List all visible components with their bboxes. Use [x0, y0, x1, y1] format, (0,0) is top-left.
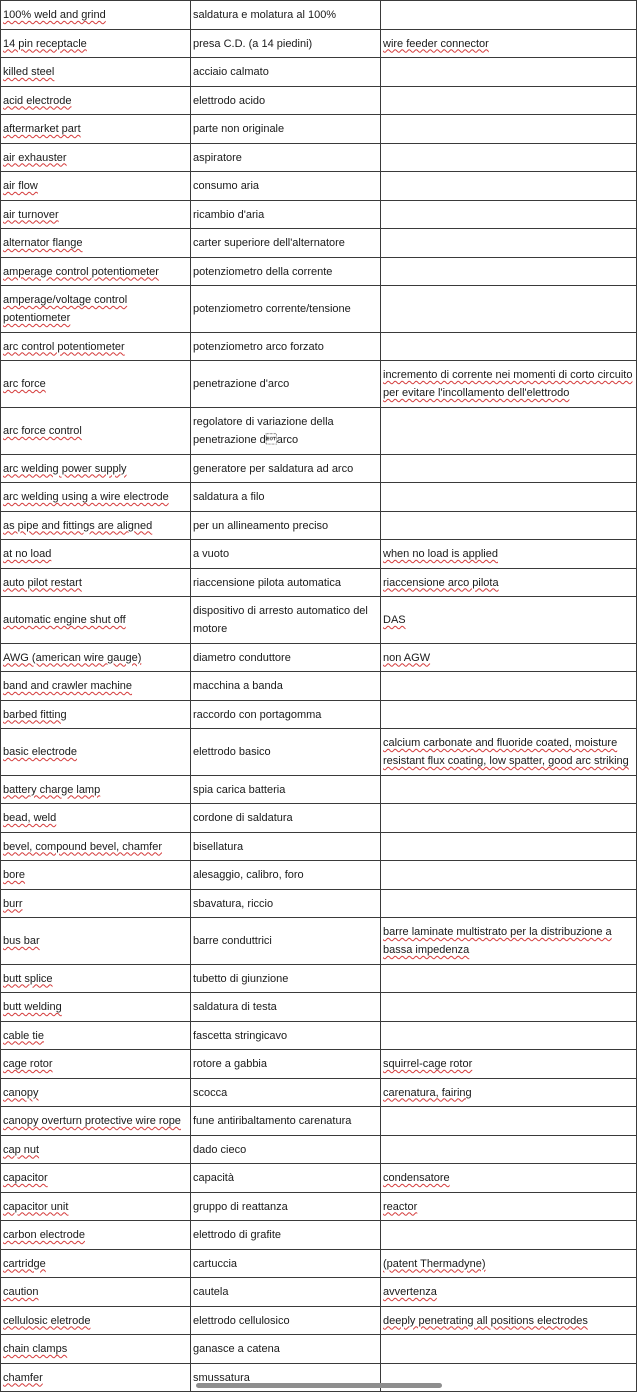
note-text: carenatura, fairing: [383, 1086, 472, 1099]
term-en-cell[interactable]: [1, 1193, 191, 1221]
term-it-text: per un allineamento preciso: [193, 519, 329, 532]
term-en-cell[interactable]: [1, 1136, 191, 1164]
note-cell[interactable]: [381, 729, 637, 776]
note-cell[interactable]: [381, 483, 637, 512]
term-it-text: carter superiore dell'alternatore: [193, 237, 345, 249]
term-en-cell[interactable]: [1, 861, 191, 890]
note-cell[interactable]: [381, 804, 637, 833]
table-row: [1, 1164, 637, 1193]
note-cell[interactable]: [381, 286, 637, 333]
term-en-text: caution: [3, 1286, 39, 1298]
note-cell[interactable]: [381, 361, 637, 408]
term-en-cell[interactable]: [1, 483, 191, 512]
term-it-text: acciaio calmato: [193, 66, 269, 78]
term-it-cell[interactable]: [191, 1050, 381, 1079]
term-it-cell[interactable]: [191, 258, 381, 286]
term-it-cell[interactable]: [191, 776, 381, 804]
term-en-text: cap nut: [3, 1143, 40, 1156]
term-en-cell[interactable]: [1, 569, 191, 597]
table-row: [1, 1250, 637, 1278]
term-it-text: fascetta stringicavo: [193, 1029, 288, 1042]
term-it-text: ricambio d'aria: [193, 208, 265, 221]
note-cell[interactable]: [381, 408, 637, 455]
table-row: [1, 1079, 637, 1107]
term-en-text: band and crawler machine: [3, 680, 133, 692]
table-row: [1, 1221, 637, 1250]
term-en-cell[interactable]: [1, 701, 191, 729]
term-en-cell[interactable]: [1, 1079, 191, 1107]
term-en-cell[interactable]: [1, 1278, 191, 1307]
table-row: [1, 1, 637, 30]
term-it-text: aspiratore: [193, 151, 242, 164]
term-en-text: burr: [3, 897, 23, 910]
term-it-cell[interactable]: [191, 58, 381, 87]
term-it-cell[interactable]: [191, 540, 381, 569]
note-cell[interactable]: [381, 30, 637, 58]
term-en-text: amperage control potentiometer: [3, 265, 159, 278]
table-row: [1, 87, 637, 115]
term-en-text: air exhauster: [3, 151, 67, 164]
term-it-text: scocca: [193, 1086, 228, 1099]
table-row: [1, 993, 637, 1022]
term-it-cell[interactable]: [191, 1278, 381, 1307]
term-en-cell[interactable]: [1, 1107, 191, 1136]
note-text: barre laminate multistrato per la distribuzione a bassa impedenza: [383, 926, 612, 956]
term-en-text: killed steel: [3, 66, 55, 78]
note-cell[interactable]: [381, 776, 637, 804]
term-it-text: tubetto di giunzione: [193, 972, 289, 985]
note-cell[interactable]: [381, 512, 637, 540]
term-it-cell[interactable]: [191, 229, 381, 258]
term-en-text: arc control potentiometer: [3, 340, 125, 353]
term-it-cell[interactable]: [191, 1250, 381, 1278]
term-it-text: sbavatura, riccio: [193, 897, 274, 910]
note-text: squirrel-cage rotor: [383, 1058, 473, 1070]
term-it-cell[interactable]: [191, 861, 381, 890]
term-it-cell[interactable]: [191, 483, 381, 512]
note-cell[interactable]: [381, 1307, 637, 1335]
note-cell[interactable]: [381, 229, 637, 258]
term-it-cell[interactable]: [191, 286, 381, 333]
term-en-cell[interactable]: [1, 890, 191, 918]
term-it-cell[interactable]: [191, 455, 381, 483]
term-en-cell[interactable]: [1, 1364, 191, 1392]
table-row: [1, 286, 637, 333]
table-row: [1, 1136, 637, 1164]
term-en-text: butt splice: [3, 972, 53, 985]
term-en-cell[interactable]: [1, 1050, 191, 1079]
term-en-text: amperage/voltage control potentiometer: [3, 294, 128, 324]
term-en-cell[interactable]: [1, 512, 191, 540]
term-it-text: parte non originale: [193, 123, 285, 135]
table-row: [1, 1335, 637, 1364]
term-en-text: acid electrode: [3, 94, 72, 107]
term-it-cell[interactable]: [191, 804, 381, 833]
term-it-text: dispositivo di arresto automatico del motore: [193, 605, 368, 635]
term-en-text: basic electrode: [3, 746, 77, 758]
note-cell[interactable]: [381, 965, 637, 993]
term-it-cell[interactable]: [191, 1136, 381, 1164]
term-it-text: presa C.D. (a 14 piedini): [193, 37, 313, 50]
term-en-cell[interactable]: [1, 30, 191, 58]
term-en-text: automatic engine shut off: [3, 614, 126, 626]
term-en-text: cartridge: [3, 1257, 46, 1270]
term-it-cell[interactable]: [191, 1164, 381, 1193]
term-it-cell[interactable]: [191, 1107, 381, 1136]
term-it-text: rotore a gabbia: [193, 1058, 267, 1070]
term-it-text: bisellatura: [193, 840, 244, 853]
term-en-cell[interactable]: [1, 1164, 191, 1193]
term-en-text: 100% weld and grind: [3, 9, 106, 21]
term-en-text: butt welding: [3, 1001, 62, 1013]
table-row: [1, 1107, 637, 1136]
table-row: [1, 172, 637, 201]
note-cell[interactable]: [381, 1107, 637, 1136]
term-en-text: 14 pin receptacle: [3, 37, 87, 50]
term-en-cell[interactable]: [1, 776, 191, 804]
term-en-cell[interactable]: [1, 229, 191, 258]
term-en-text: bevel, compound bevel, chamfer: [3, 840, 162, 853]
term-en-cell[interactable]: [1, 597, 191, 644]
term-it-cell[interactable]: [191, 512, 381, 540]
term-it-text: ganasce a catena: [193, 1343, 280, 1355]
term-it-text: a vuoto: [193, 548, 230, 560]
term-it-text: cautela: [193, 1286, 229, 1298]
term-en-text: air turnover: [3, 208, 59, 221]
term-en-cell[interactable]: [1, 286, 191, 333]
term-en-text: aftermarket part: [3, 123, 81, 135]
term-it-text: saldatura di testa: [193, 1001, 277, 1013]
term-it-cell[interactable]: [191, 1307, 381, 1335]
term-it-cell[interactable]: [191, 333, 381, 361]
term-en-cell[interactable]: [1, 1307, 191, 1335]
term-it-text: alesaggio, calibro, foro: [193, 869, 304, 881]
term-en-text: capacitor: [3, 1172, 48, 1184]
term-it-text: cordone di saldatura: [193, 812, 293, 824]
note-cell[interactable]: [381, 890, 637, 918]
term-en-text: bead, weld: [3, 812, 57, 824]
note-cell[interactable]: [381, 1050, 637, 1079]
term-en-cell[interactable]: [1, 361, 191, 408]
note-cell[interactable]: [381, 455, 637, 483]
note-cell[interactable]: [381, 87, 637, 115]
term-it-cell[interactable]: [191, 965, 381, 993]
note-cell[interactable]: [381, 1164, 637, 1193]
term-en-cell[interactable]: [1, 258, 191, 286]
note-cell[interactable]: [381, 861, 637, 890]
table-row: [1, 965, 637, 993]
term-en-cell[interactable]: [1, 804, 191, 833]
table-row: [1, 333, 637, 361]
term-it-cell[interactable]: [191, 1335, 381, 1364]
note-cell[interactable]: [381, 1250, 637, 1278]
term-en-text: cage rotor: [3, 1058, 53, 1070]
table-row: [1, 408, 637, 455]
term-en-cell[interactable]: [1, 1335, 191, 1364]
term-it-cell[interactable]: [191, 361, 381, 408]
term-it-text: elettrodo cellulosico: [193, 1314, 290, 1327]
term-it-text: generatore per saldatura ad arco: [193, 462, 354, 475]
note-cell[interactable]: [381, 569, 637, 597]
table-row: [1, 1050, 637, 1079]
note-cell[interactable]: [381, 333, 637, 361]
term-it-text: raccordo con portagomma: [193, 708, 322, 721]
note-cell[interactable]: [381, 701, 637, 729]
term-it-text: saldatura a filo: [193, 491, 265, 503]
term-en-cell[interactable]: [1, 201, 191, 229]
term-en-cell[interactable]: [1, 965, 191, 993]
term-en-text: auto pilot restart: [3, 576, 82, 589]
term-it-text: potenziometro della corrente: [193, 265, 333, 278]
table-row: [1, 229, 637, 258]
term-en-text: AWG (american wire gauge): [3, 651, 142, 664]
term-it-cell[interactable]: [191, 1079, 381, 1107]
term-en-cell[interactable]: [1, 729, 191, 776]
table-row: [1, 258, 637, 286]
table-row: [1, 58, 637, 87]
term-it-text: potenziometro corrente/tensione: [193, 303, 351, 315]
term-en-text: chain clamps: [3, 1343, 68, 1355]
term-it-text: elettrodo acido: [193, 94, 266, 107]
term-en-text: bus bar: [3, 935, 40, 947]
term-it-text: consumo aria: [193, 180, 260, 192]
note-cell[interactable]: [381, 58, 637, 87]
term-it-cell[interactable]: [191, 1022, 381, 1050]
term-en-cell[interactable]: [1, 87, 191, 115]
term-en-cell[interactable]: [1, 833, 191, 861]
note-text: (patent Thermadyne): [383, 1257, 486, 1270]
note-cell[interactable]: [381, 1335, 637, 1364]
table-row: [1, 833, 637, 861]
home-indicator[interactable]: [196, 1383, 442, 1388]
table-row: [1, 455, 637, 483]
note-cell[interactable]: [381, 993, 637, 1022]
term-it-cell[interactable]: [191, 201, 381, 229]
term-it-cell[interactable]: [191, 115, 381, 144]
note-text: non AGW: [383, 651, 431, 664]
term-en-cell[interactable]: [1, 172, 191, 201]
note-text: when no load is applied: [383, 548, 498, 560]
table-row: [1, 361, 637, 408]
table-row: [1, 890, 637, 918]
table-row: [1, 144, 637, 172]
note-cell[interactable]: [381, 597, 637, 644]
term-en-text: arc force control: [3, 425, 82, 437]
term-it-text: riaccensione pilota automatica: [193, 576, 341, 589]
note-cell[interactable]: [381, 1079, 637, 1107]
term-it-text: elettrodo basico: [193, 746, 271, 758]
note-cell[interactable]: [381, 1278, 637, 1307]
term-en-cell[interactable]: [1, 644, 191, 672]
term-it-text: potenziometro arco forzato: [193, 340, 324, 353]
note-text: calcium carbonate and fluoride coated, moisture resistant flux coating, low spatter, good arc striking: [383, 737, 629, 767]
term-en-text: chamfer: [3, 1371, 43, 1384]
table-row: [1, 1193, 637, 1221]
term-it-text: elettrodo di grafite: [193, 1229, 282, 1241]
term-it-cell[interactable]: [191, 918, 381, 965]
table-row: [1, 861, 637, 890]
term-it-cell[interactable]: [191, 1, 381, 30]
note-cell[interactable]: [381, 1221, 637, 1250]
term-it-text: cartuccia: [193, 1257, 238, 1270]
note-text: avvertenza: [383, 1286, 437, 1298]
term-en-text: canopy: [3, 1086, 39, 1099]
note-cell[interactable]: [381, 144, 637, 172]
term-en-text: cable tie: [3, 1029, 44, 1042]
term-it-text: spia carica batteria: [193, 783, 286, 796]
note-text: reactor: [383, 1200, 418, 1213]
note-cell[interactable]: [381, 833, 637, 861]
term-en-cell[interactable]: [1, 144, 191, 172]
term-it-text: macchina a banda: [193, 680, 283, 692]
note-cell[interactable]: [381, 201, 637, 229]
term-en-text: at no load: [3, 548, 52, 560]
note-cell[interactable]: [381, 1193, 637, 1221]
term-en-text: as pipe and fittings are aligned: [3, 519, 153, 532]
note-text: DAS: [383, 614, 406, 626]
note-text: deeply penetrating all positions electrodes: [383, 1314, 588, 1327]
table-row: [1, 729, 637, 776]
term-en-cell[interactable]: [1, 333, 191, 361]
term-it-text: smussatura: [193, 1371, 250, 1384]
term-en-text: arc welding using a wire electrode: [3, 491, 169, 503]
term-en-cell[interactable]: [1, 58, 191, 87]
note-text: incremento di corrente nei momenti di corto circuito per evitare l'incollamento dell'elettrodo: [383, 369, 633, 399]
term-it-cell[interactable]: [191, 729, 381, 776]
term-en-text: battery charge lamp: [3, 783, 101, 796]
table-row: [1, 701, 637, 729]
term-it-text: gruppo di reattanza: [193, 1200, 288, 1213]
term-it-cell[interactable]: [191, 597, 381, 644]
table-row: [1, 1278, 637, 1307]
term-it-text: penetrazione d'arco: [193, 378, 290, 390]
term-it-cell[interactable]: [191, 833, 381, 861]
table-row: [1, 1307, 637, 1335]
table-row: [1, 540, 637, 569]
term-it-cell[interactable]: [191, 672, 381, 701]
table-row: [1, 1022, 637, 1050]
term-it-cell[interactable]: [191, 1193, 381, 1221]
table-row: [1, 483, 637, 512]
note-cell[interactable]: [381, 1022, 637, 1050]
term-it-cell[interactable]: [191, 569, 381, 597]
term-en-cell[interactable]: [1, 1221, 191, 1250]
note-cell[interactable]: [381, 1, 637, 30]
table-row: [1, 115, 637, 144]
term-it-text: regolatore di variazione della penetrazione darco: [193, 416, 334, 446]
term-it-text: dado cieco: [193, 1143, 247, 1156]
term-it-text: saldatura e molatura al 100%: [193, 9, 337, 21]
term-it-cell[interactable]: [191, 30, 381, 58]
note-cell[interactable]: [381, 540, 637, 569]
table-row: [1, 644, 637, 672]
term-en-text: barbed fitting: [3, 708, 67, 721]
term-en-text: capacitor unit: [3, 1200, 69, 1213]
term-en-cell[interactable]: [1, 408, 191, 455]
term-it-text: capacità: [193, 1172, 234, 1184]
term-en-cell[interactable]: [1, 455, 191, 483]
term-en-cell[interactable]: [1, 993, 191, 1022]
note-cell[interactable]: [381, 918, 637, 965]
term-it-cell[interactable]: [191, 993, 381, 1022]
term-en-text: air flow: [3, 180, 38, 192]
table-row: [1, 30, 637, 58]
term-en-cell[interactable]: [1, 1250, 191, 1278]
note-cell[interactable]: [381, 672, 637, 701]
table-row: [1, 804, 637, 833]
term-it-text: fune antiribaltamento carenatura: [193, 1115, 352, 1127]
term-en-text: canopy overturn protective wire rope: [3, 1115, 181, 1127]
note-cell[interactable]: [381, 644, 637, 672]
table-row: [1, 672, 637, 701]
term-en-text: arc welding power supply: [3, 462, 127, 475]
table-row: [1, 201, 637, 229]
term-en-text: arc force: [3, 378, 46, 390]
term-en-cell[interactable]: [1, 1022, 191, 1050]
note-cell[interactable]: [381, 258, 637, 286]
term-en-text: bore: [3, 869, 26, 881]
term-it-cell[interactable]: [191, 1221, 381, 1250]
table-row: [1, 918, 637, 965]
glossary-body: [1, 1, 637, 1392]
term-en-cell[interactable]: [1, 115, 191, 144]
term-en-text: carbon electrode: [3, 1229, 85, 1241]
term-it-cell[interactable]: [191, 87, 381, 115]
term-it-text: barre conduttrici: [193, 935, 272, 947]
term-en-cell[interactable]: [1, 1, 191, 30]
term-it-text: diametro conduttore: [193, 651, 291, 664]
term-en-text: alternator flange: [3, 237, 83, 249]
note-cell[interactable]: [381, 172, 637, 201]
note-text: wire feeder connector: [383, 37, 489, 50]
note-text: riaccensione arco pilota: [383, 576, 499, 589]
term-en-text: cellulosic eletrode: [3, 1314, 91, 1327]
term-en-cell[interactable]: [1, 672, 191, 701]
table-row: [1, 776, 637, 804]
term-it-cell[interactable]: [191, 890, 381, 918]
table-row: [1, 597, 637, 644]
note-text: condensatore: [383, 1172, 450, 1184]
term-en-cell[interactable]: [1, 918, 191, 965]
term-it-cell[interactable]: [191, 644, 381, 672]
note-cell[interactable]: [381, 115, 637, 144]
term-it-cell[interactable]: [191, 144, 381, 172]
table-row: [1, 569, 637, 597]
term-it-cell[interactable]: [191, 172, 381, 201]
term-it-cell[interactable]: [191, 701, 381, 729]
note-cell[interactable]: [381, 1136, 637, 1164]
table-row: [1, 512, 637, 540]
term-en-cell[interactable]: [1, 540, 191, 569]
term-it-cell[interactable]: [191, 408, 381, 455]
